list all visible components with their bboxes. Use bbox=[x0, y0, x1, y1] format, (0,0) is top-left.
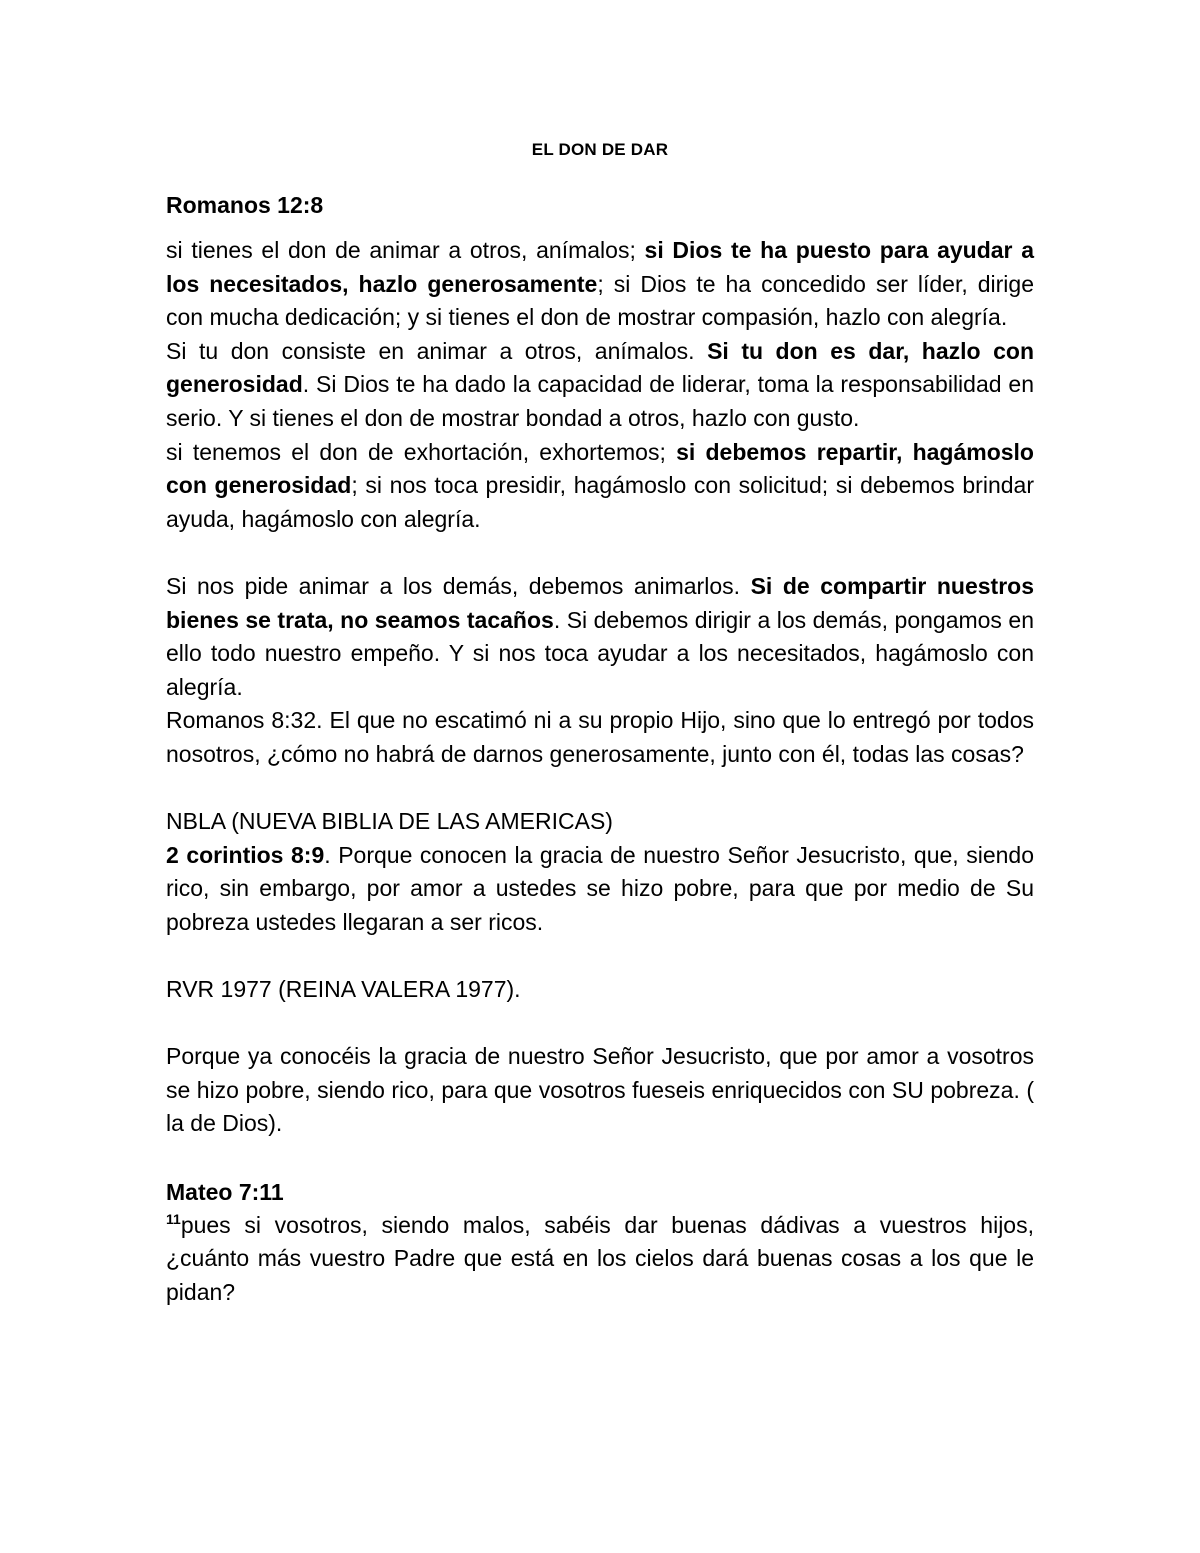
spacer bbox=[166, 1007, 1034, 1041]
bold-run: Si tu don es dar, hazlo con generosidad bbox=[166, 337, 1034, 398]
document-title: EL DON DE DAR bbox=[531, 140, 669, 159]
verse-number: 11 bbox=[166, 1210, 181, 1227]
spacer bbox=[166, 536, 1034, 570]
paragraph-mateo-7-11 bbox=[166, 1209, 1034, 1310]
text-run: . Si debemos dirigir a los demás, pongamos en ello todo nuestro empeño. Y si nos toca ayudar a los necesitados, hagámoslo con alegría. bbox=[166, 606, 1034, 700]
paragraph-rvr-2-corintios: Porque ya conocéis la gracia de nuestro Señor Jesucristo, que por amor a vosotros se hizo pobre, siendo rico, para que vosotros fueseis enriquecidos con SU pobreza. ( la de Dios). bbox=[166, 1043, 1034, 1137]
text-run: si tienes el don de animar a otros, anímalos; bbox=[166, 237, 645, 263]
reference-2-corintios: 2 corintios 8:9 bbox=[166, 841, 325, 868]
paragraph-romanos-12-8-v4 bbox=[166, 570, 1034, 704]
text-run: ; si nos toca presidir, hagámoslo con solicitud; si debemos brindar ayuda, hagámoslo con alegría. bbox=[166, 472, 1034, 532]
spacer bbox=[166, 772, 1034, 806]
paragraph-romanos-12-8-v1 bbox=[166, 234, 1034, 335]
text-run: Si nos pide animar a los demás, debemos animarlos. bbox=[166, 572, 751, 599]
paragraph-romanos-8-32: Romanos 8:32. El que no escatimó ni a su propio Hijo, sino que lo entregó por todos nosotros, ¿cómo no habrá de darnos generosamente, junto con él, todas las cosas? bbox=[166, 707, 1034, 767]
heading-mateo-7-11: Mateo 7:11 bbox=[166, 1178, 284, 1205]
paragraph-romanos-12-8-v3 bbox=[166, 436, 1034, 537]
spacer bbox=[166, 1141, 1034, 1175]
paragraph-2-corintios-8-9 bbox=[166, 839, 1034, 940]
spacer bbox=[166, 939, 1034, 973]
text-run: pues si vosotros, siendo malos, sabéis dar buenas dádivas a vuestros hijos, ¿cuánto más vuestro Padre que está en los cielos dará buenas cosas a los que le pidan? bbox=[166, 1211, 1034, 1305]
text-run: ; si Dios te ha concedido ser líder, dirige con mucha dedicación; y si tienes el don de mostrar compasión, hazlo con alegría. bbox=[166, 270, 1034, 331]
heading-romanos-12-8: Romanos 12:8 bbox=[166, 192, 324, 218]
paragraph-romanos-12-8-v2 bbox=[166, 335, 1034, 436]
bold-run: Si de compartir nuestros bienes se trata, no seamos tacaños bbox=[166, 572, 1034, 633]
version-rvr-1977: RVR 1977 (REINA VALERA 1977). bbox=[166, 976, 521, 1003]
version-nbla: NBLA (NUEVA BIBLIA DE LAS AMERICAS) bbox=[166, 808, 613, 835]
text-run: Si tu don consiste en animar a otros, anímalos. bbox=[166, 337, 708, 364]
bold-run: si debemos repartir, hagámoslo con generosidad bbox=[166, 438, 1034, 499]
text-run: si tenemos el don de exhortación, exhortemos; bbox=[166, 438, 677, 465]
text-run: . Si Dios te ha dado la capacidad de liderar, toma la responsabilidad en serio. Y si tienes el don de mostrar bondad a otros, hazlo con gusto. bbox=[166, 371, 1034, 431]
bold-run: si Dios te ha puesto para ayudar a los necesitados, hazlo generosamente bbox=[166, 237, 1035, 297]
text-run: . Porque conocen la gracia de nuestro Señor Jesucristo, que, siendo rico, sin embargo, por amor a ustedes se hizo pobre, para que por medio de Su pobreza ustedes llegaran a ser ricos. bbox=[166, 841, 1034, 935]
